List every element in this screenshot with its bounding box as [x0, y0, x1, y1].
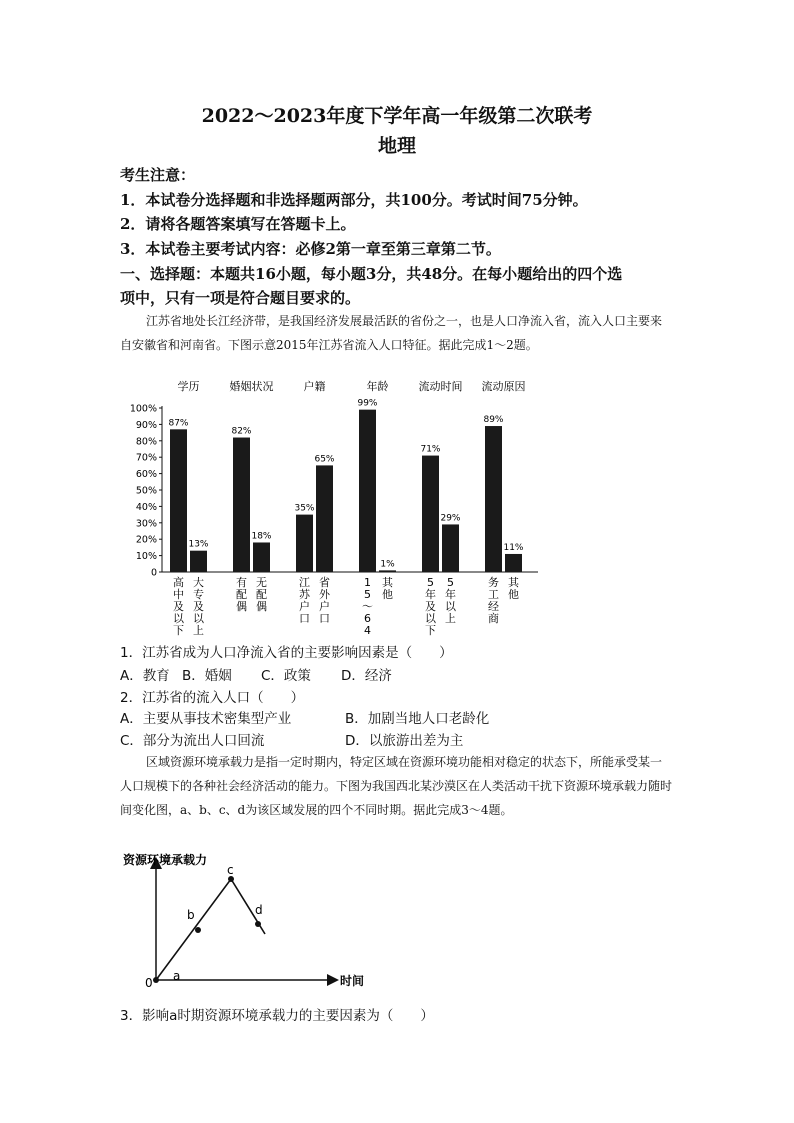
category-label-char: 有: [236, 576, 247, 589]
bar: [485, 426, 502, 572]
category-label-char: 及: [425, 600, 436, 613]
category-label-char: 上: [445, 612, 456, 625]
data-label: 18%: [251, 531, 272, 542]
category-label-char: 年: [445, 588, 456, 601]
group-header: 学历: [177, 380, 200, 393]
x-axis-label: 时间: [340, 974, 365, 988]
y-tick-label: 40%: [135, 501, 157, 513]
question-2: 2．江苏省的流入人口（ ）: [120, 690, 305, 706]
bar: [442, 524, 459, 572]
category-label-char: 5: [447, 576, 454, 589]
category-label-char: 及: [193, 600, 204, 613]
category-label-char: 其: [382, 576, 393, 589]
bar: [253, 542, 270, 572]
q2-option-d: D．以旅游出差为主: [345, 733, 464, 749]
notice-heading: 考生注意：: [120, 166, 196, 184]
bar: [505, 554, 522, 572]
category-label-char: 口: [299, 612, 310, 625]
data-label: 13%: [188, 539, 209, 550]
data-label: 99%: [357, 398, 378, 409]
group-header: 流动原因: [481, 380, 526, 393]
data-label: 65%: [314, 454, 335, 465]
q2-option-a: A．主要从事技术密集型产业: [120, 711, 292, 727]
label-a: a: [173, 969, 181, 983]
q1-option-d: D．经济: [341, 668, 392, 684]
y-tick-label: 30%: [135, 518, 157, 530]
category-label-char: [362, 635, 373, 636]
category-label-char: 5: [427, 576, 434, 589]
bar: [316, 465, 333, 572]
subject-title: 地理: [377, 135, 416, 157]
category-label-char: 他: [508, 588, 519, 601]
data-label: 29%: [440, 513, 461, 524]
category-label-char: 以: [173, 612, 184, 625]
notice-item: 2．请将各题答案填写在答题卡上。: [120, 215, 356, 233]
category-label-char: 中: [173, 588, 184, 601]
y-tick-label: 90%: [135, 419, 157, 431]
y-tick-label: 70%: [135, 452, 157, 464]
category-label-char: 年: [425, 588, 436, 601]
y-axis-label: 资源环境承载力: [123, 853, 208, 867]
category-label-char: 经: [488, 600, 499, 613]
category-label-char: 下: [173, 624, 184, 636]
group-header: 年龄: [366, 380, 389, 393]
category-label-char: 户: [299, 600, 310, 613]
q1-option-b: B．婚姻: [182, 668, 232, 684]
question-1: 1．江苏省成为人口净流入省的主要影响因素是（ ）: [120, 645, 453, 661]
passage-1: 江苏省地处长江经济带，是我国经济发展最活跃的省份之一，也是人口净流入省，流入人口主要来自安徽省和河南省。下图示意2015年江苏省流入人口特征。据此完成1～2题。: [120, 314, 663, 352]
label-b: b: [187, 908, 195, 922]
category-label-char: 苏: [299, 588, 310, 601]
category-label-char: 工: [488, 588, 499, 601]
exam-title: 2022～2023年度下学年高一年级第二次联考: [201, 105, 593, 127]
question-3: 3．影响a时期资源环境承载力的主要因素为（ ）: [120, 1008, 434, 1024]
label-c: c: [227, 863, 234, 877]
data-label: 71%: [420, 444, 441, 455]
label-d: d: [255, 903, 263, 917]
category-label-char: 无: [256, 576, 267, 589]
y-tick-label: 100%: [129, 403, 157, 415]
notice-item: 1．本试卷分选择题和非选择题两部分，共100分。考试时间75分钟。: [120, 191, 588, 209]
category-label-char: 偶: [256, 600, 267, 613]
y-tick-label: 50%: [135, 485, 157, 497]
category-label-char: 4: [364, 624, 371, 636]
category-label-char: 〜: [362, 600, 373, 613]
data-label: 89%: [483, 415, 504, 426]
y-tick-label: 10%: [135, 551, 157, 563]
category-label-char: 1: [364, 576, 371, 589]
bar: [170, 429, 187, 572]
bar: [359, 410, 376, 572]
section-heading-cont: 项中，只有一项是符合题目要求的。: [120, 289, 361, 307]
q2-option-b: B．加剧当地人口老龄化: [345, 711, 490, 727]
category-label-char: 大: [193, 576, 204, 589]
category-label-char: 江: [299, 576, 310, 589]
category-label-char: 配: [256, 588, 267, 601]
capacity-curve: [156, 879, 265, 980]
category-label-char: 商: [488, 612, 499, 625]
group-header: 婚姻状况: [229, 380, 274, 393]
category-label-char: 偶: [236, 600, 247, 613]
point-b: [195, 927, 201, 933]
y-tick-label: 20%: [135, 534, 157, 546]
category-label-char: 下: [425, 624, 436, 636]
group-header: 流动时间: [418, 380, 463, 393]
bar: [296, 515, 313, 572]
category-label-char: 及: [173, 600, 184, 613]
point-a: [153, 977, 159, 983]
category-label-char: 户: [319, 600, 330, 613]
bar: [422, 456, 439, 572]
category-label-char: 其: [508, 576, 519, 589]
category-label-char: 上: [193, 624, 204, 636]
passage-2: 区域资源环境承载力是指一定时期内，特定区域在资源环境功能相对稳定的状态下，所能承受某一人口规模下的各种社会经济活动的能力。下图为我国西北某沙漠区在人类活动干扰下资源环境承载力随时间变化图，a、b、c、d为该区域发展的四个不同时期。据此完成3～4题。: [120, 755, 673, 817]
category-label-char: 以: [425, 612, 436, 625]
data-label: 35%: [294, 503, 315, 514]
y-tick-label: 60%: [135, 469, 157, 481]
bar: [190, 551, 207, 572]
category-label-char: 高: [173, 576, 184, 589]
point-d: [255, 921, 261, 927]
category-label-char: 省: [319, 576, 330, 589]
data-label: 87%: [168, 418, 189, 429]
category-label-char: 5: [364, 588, 371, 601]
data-label: 1%: [380, 559, 395, 570]
category-label-char: 外: [319, 588, 330, 601]
section-heading: 一、选择题：本题共16小题，每小题3分，共48分。在每小题给出的四个选: [120, 265, 623, 283]
origin-label: 0: [145, 976, 153, 990]
q1-option-c: C．政策: [261, 668, 311, 684]
group-header: 户籍: [303, 380, 326, 393]
q2-option-c: C．部分为流出人口回流: [120, 733, 265, 749]
category-label-char: 以: [193, 612, 204, 625]
bar: [379, 570, 396, 572]
bar: [233, 438, 250, 572]
migrant-characteristics-chart: [120, 376, 550, 636]
notice-item: 3．本试卷主要考试内容：必修2第一章至第三章第二节。: [120, 240, 501, 258]
q1-option-a: A．教育: [120, 668, 170, 684]
category-label-char: 他: [382, 588, 393, 601]
carrying-capacity-diagram: [118, 848, 378, 993]
category-label-char: 务: [488, 576, 499, 589]
data-label: 11%: [503, 542, 524, 553]
y-tick-label: 80%: [135, 436, 157, 448]
category-label-char: 配: [236, 588, 247, 601]
category-label-char: 以: [445, 600, 456, 613]
y-tick-label: 0: [150, 567, 157, 579]
data-label: 82%: [231, 426, 252, 437]
category-label-char: 专: [193, 588, 204, 601]
category-label-char: 口: [319, 612, 330, 625]
category-label-char: 6: [364, 612, 371, 625]
